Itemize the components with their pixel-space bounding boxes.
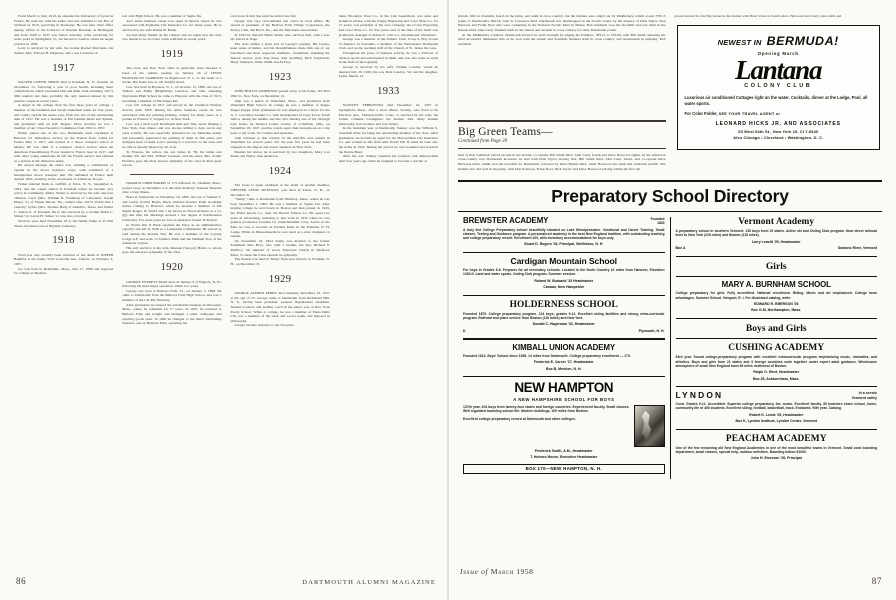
school-header — [676, 391, 878, 400]
sports-paragraph: lead as Bob Gebhardt placed second in the slalom, co-captain Bill Smith third, John Ceely fourth and Dave Harwood eighth. In the afternoon cross-country race Dartmouth increased its lead with Dick Taylor placing first, Bill Smith third, John Ceely fourth, and co-captain Dave Harwood ninth. Smith won the downhill for Dartmouth, followed by Dave Britten third, while Harwood was tenth and Gebhardt twelfth. The Indians also did well in the jump, with Don Peterson, Frank Noel, Dick Taylor and Dave Harwood placing within the first ten. — [458, 152, 666, 171]
obituary-paragraph: After the war, Stanley resumed his position with Metropolitan until four years ago when he resigned to become a teacher at — [338, 154, 438, 163]
page-87 — [448, 0, 896, 600]
obituary-paragraph: The funeral was held in Trinity Episcopal Church, in Franklin, N. H., on December 31. — [230, 257, 330, 266]
school-description: 93rd year. Sound college-preparatory program with excellent extracurricular program emphasizing music, dramatics, and athletics. Boys and girls from 21 states and 3 foreign countries work together under expert adult guidance. Wholesome atmosphere of small New England town 60 miles northwest of Boston. — [675, 355, 877, 368]
lantana-logo-text: Lantana — [735, 54, 822, 85]
school-location: Plymouth, N. H. — [638, 328, 665, 333]
obituary-paragraph: GEORGE ALFRED PERRY died suddenly December 16, 1957 at the age of 55. George came to Dartmouth from Richmond Hill, N. Y., having been president, General Organization chairman, Student Council, and leading coach in his senior year at New York Poetry School. While at college, he was a member of Theta Delta Chi, was a member of the track and soccer teams and majored in philosophy. — [230, 291, 330, 323]
obituary-paragraph: John was a native of Wakefield, Mass., and graduated from Wakefield High School. In college he was a member of Kappa Kappa Kappa. After graduation he was employed as a buyer for the A. C. Lawrence Leather Co. with headquarters in Cape Town, South Africa, during the middle and late 20's. During one of his furlough trips home, he married Louise Garrity of Columbus, Ohio, on September 18, 1927, and the couple spent their honeymoon on a trip back to his work, via Canada and Australia. — [230, 98, 330, 135]
school-description: One of the few remaining old New England Academies in one of the most beautiful towns in Vermont. Small coed boarding department, small classes, special help, outdoor activities. Boarding tuition $1000. — [675, 445, 877, 455]
obituary-paragraph: GEORGE EVERETT PAGE died on January 6 at Walpole, N. H., following his third major operation within two years. — [122, 279, 222, 289]
school-listing-cardigan[interactable] — [463, 257, 665, 290]
school-contact: Stuart D. Rogers '34, Principal, Wolfeboro, N. H. — [524, 242, 604, 247]
school-location: Box 35, Ashburnham, Mass. — [752, 376, 800, 381]
obituary-paragraph: HAROLD COBB HARRIS of 173 Jefferson St., Dedham, Mass., passed away on December 4 at the West Roxbury Veterans Hospital after a long illness. — [122, 181, 222, 195]
school-name: MARY A. BURNHAM SCHOOL — [721, 279, 831, 289]
column-5 — [458, 14, 666, 171]
class-year-heading-1918: 1918 — [52, 235, 75, 247]
founded-label: Founded — [650, 216, 665, 221]
school-description: Founded 1879. College preparatory program. 124 boys, grades 9-12. Excellent skiing facilities and strong extra-curricular program. Railroad and plane service from Boston (118 miles) and New York. — [463, 311, 665, 321]
school-contact: Roland W. Burbank '33 Headmaster — [534, 278, 594, 283]
obituary-paragraph: Walter married Ruth A. Griffith of Utica, N. Y., September 4, 1923, and the couple settled in Potsdam where he became very active in community affairs. Walter is survived by his wife and four children, Carol (Mrs. William R. Freeman) of Cleveland; Joseph Emery '51 of Winter Haven, Fla., named after 1917's World War I casualty; Sylvia (Mrs. Thomas Hart) of Amarillo, Texas; and Walter C. Simon Jr. of Potsdam. He is also survived by a brother Rufus L. Simon '14. Lewis H. Simon '11 was also a brother. — [14, 181, 114, 219]
issue-line — [460, 567, 533, 576]
obituary-paragraph: In 1923 he married Helen Smith, who survives him, with a son, Dr. David A. Page. — [230, 32, 330, 42]
school-contact-secondary: T. Holmes Moore, Executive Headmaster — [530, 455, 598, 460]
obituary-paragraph: To Frances, his widow, his son James R. '58, his father and mother, Mr. and Mrs. Wilbert Garrison, and his sister, Mrs. Arthur Fletcher, goes the most sincere sympathy of the class in their great sorrow. — [122, 149, 222, 168]
agency-address-line-2: Also Chicago • Cleveland • Washington, D. C. — [733, 135, 824, 141]
big-green-teams-title: Big Green Teams— — [458, 125, 553, 138]
obituary-paragraph: John returned to this country in the mid-30's and resided in Wakefield for several years. For the past few years he had been engaged in the import and export business in New York. — [230, 135, 330, 149]
obituary-paragraph: Born in Somerville on December 16, 1895, the son of Samuel T. and Carrie (Cobb) Harris, Buck attended Powder Point Academy before coming to Hanover, where he became a member of Phi Sigma Kappa. In World War I he served in Naval Aviation as a Lt. (jg) and after his discharge secured a law degree at Northeastern University. For some years he was an insurance broker in Boston. — [122, 194, 222, 222]
obituary-paragraph: Joe's entire business career was spent in Detroit where he was associated with Equitable Life Insurance Co. for many years. He is survived by his wife Donna B. Barak. — [122, 18, 222, 32]
obituary-paragraph: The class, and New York '19ers in particular, were shocked to learn of the sudden passing on January 24 of LEWIS FRANCISCUS GARRISON in Englewood, N. J., as the result of a stroke. His home was at 145 Tenafly Road. — [122, 66, 222, 85]
category-heading-boys-and-girls: Boys and Girls — [745, 323, 807, 334]
school-contact-row — [676, 246, 878, 251]
school-location: Box B, Meriden, N. H. — [546, 366, 582, 371]
page-number-left: 86 — [16, 576, 27, 586]
divider — [676, 256, 878, 257]
big-green-teams-block — [458, 120, 666, 171]
sports-paragraph: At the Middlebury Carnival, Dartmouth showed its team strength by edging the Panthers, 583.13 to 576.09, with Bill Smith annexing his third successive Skimeister title as he won both the slalom and downhill, finished sixth in cross country, and seventeenth in jumping. Bob Gebhardt — [458, 32, 666, 46]
obituary-paragraph: After graduation he entered the automobile business in Worcester, Mass., where he remained for 17 years. In 1937, he returned to Bellows Falls and bought and managed a paint, wallpaper and sporting goods store. In 1940 he changed to the men's furnishings business, also in Bellows Falls, operating his — [122, 302, 222, 326]
class-year-heading-1920: 1920 — [160, 262, 184, 273]
school-name: PEACHAM ACADEMY — [725, 433, 827, 444]
divider — [676, 429, 878, 430]
school-name: BREWSTER ACADEMY — [463, 216, 549, 226]
category-heading-girls: Girls — [765, 260, 787, 272]
divider — [676, 318, 878, 319]
school-contact: Donald C. Hagerman '32, Headmaster — [532, 322, 595, 327]
obituary-paragraph: In his freshman year at Dartmouth, Stanley won the William S. Churchill Prize for being the outstanding member of his class. After graduation, he became an agent for the Metropolitan Life Insurance Co. and worked in this field until World War II when he went into the Army in 1943. During his service he was wounded and received the Purple Heart. — [338, 126, 438, 154]
agency-name: LEONARD HICKS JR. AND ASSOCIATES — [715, 121, 841, 128]
school-content-row — [463, 405, 665, 447]
obituary-paragraph: George was born at Bellows Falls, Vt., on January 5, 1898. He came to Dartmouth from the Bellows Falls High School, and was a member of the Chi Phi fraternity. — [122, 288, 222, 302]
obituary-paragraph: Joe had many friends on the campus and we regret that the class was unable to be in closer touch with him in recent years. — [122, 32, 222, 42]
school-description — [463, 405, 630, 422]
issue-prefix: Issue of — [460, 567, 489, 576]
school-description: A truly fine College Preparatory school beautifully situated on Lake Winnipesaukee. Vocational and Career Training. Small classes. Testing and Guidance program. A personalized academy in the best New England tradition, with outstanding teaching and college preparatory record. Enrollment 200, with dormitory accommodations for boys only. — [463, 227, 665, 241]
directory-title: Preparatory School Directory — [551, 185, 789, 206]
school-contact: EDWARD R. EMERSON '26 — [754, 301, 799, 306]
divider — [463, 376, 665, 377]
school-tagline-line-1: In a scenic — [858, 391, 877, 396]
obituary-paragraph: Throughout his years of business activity, he was a follower of outdoor sports and participated in them, and was also quite an artist in the field of photography. — [338, 51, 438, 65]
school-name: CUSHING ACADEMY — [728, 343, 825, 354]
school-location: Box K, Lyndon Institute, Lyndon Center, Vermont — [735, 419, 817, 424]
school-subtitle: A NEW HAMPSHIRE SCHOOL FOR BOYS — [513, 396, 615, 402]
bermuda-opening-label: Opening March — [757, 50, 799, 56]
school-contact: Larry Leavitt '25, Headmaster — [751, 239, 801, 244]
school-name: Cardigan Mountain School — [510, 255, 617, 266]
school-location: Box G-M, Northampton, Mass. — [751, 308, 802, 313]
obituary-paragraph: ident, Brooklyn Trust Co., in the trust department, was sales and technical adviser with the Knapp Engraving and Color Plate Co. for 15 years; was president of his own company, the Crown Engraving and Color Plate Co. for five years; and at the time of his death was production manager of Robert E. Otis Co., international advertisers. — [338, 14, 438, 37]
obituary-paragraph: On November 22, 1954 Sandy was married to the former Ermelinda Mae Hoyt, who with a brother, the Rev. Richard P. McElroy '26, minister of Grace Episcopal Church in Medford, Mass. To them the Class extends its sympathy. — [230, 238, 330, 257]
school-description: A preparatory school in southern Vermont. 135 boys from 15 states. Active ski and Outing Club program. Near direct railroad lines to New York (228 miles) and Boston (115 miles). — [675, 229, 877, 238]
divider — [676, 276, 878, 277]
school-listing-cushing[interactable] — [676, 343, 878, 381]
bermuda-headline — [685, 34, 873, 48]
school-listing-holderness[interactable] — [463, 300, 665, 334]
obituary-paragraph: Joe was born in Roslindale, Mass., July 27, 1896 and prepared for college at Mechan- — [14, 266, 114, 276]
directory-columns — [458, 217, 882, 479]
issue-date: March 1958 — [490, 567, 534, 576]
school-location: Saxtons River, Vermont — [837, 246, 877, 251]
magazine-name-footer: DARTMOUTH ALUMNI MAGAZINE — [302, 579, 436, 586]
column-6 — [675, 14, 883, 171]
school-contact: John H. Emerson '28, Principal — [750, 456, 802, 461]
obituary-paragraph: He served through the entire war, winning a commission as captain in the motor transport corps, with command of a headquarters motor transport unit. He remained in France until August 1919, assisting in the evacuation of American Troops. — [14, 163, 114, 182]
obituary-paragraph: WALTER COFFIN SIMON died at Potsdam, N. Y., hospital on November 15, following a year of poor health, including heart complications which prevented him and Ruth from attending 1917's 40th reunion last June, probably the only reunion missed by this popular couple in recent years. — [14, 80, 114, 103]
obituary-paragraph: In World War II Buck rejoined the Navy in an administrative capacity and left in 1948 as a Lieutenant Commander. He served as well during the Korean War. He was a member of the Loyalty Lodge A.F. and A.M. of Jamaica Plain and the Dedham Post of the American Legion. — [122, 222, 222, 246]
obituary-paragraph: The class suffers a great loss in George's passing. His loyalty, keen sense of humor, and his thoughtfulness made him one of our best-liked and most respected members. Classmates attending the funeral service were Rog Pope, Ken Spalding, Dick Southwick, Harry Sampson, Wade Smith and Al Frey. — [230, 41, 330, 65]
school-box: Box A — [675, 246, 686, 251]
obituary-paragraph: His only survivor is his wife, Marteen (Sawyer) Harris, to whom goes the sincerest sympathy of the class. — [122, 245, 222, 255]
obituary-paragraph: From March to July, 1919, he attended the University of Lyons in France. He read law with his father and was admitted to the Bar of Vermont in 1919, practicing in Rochester. He was later chief office deputy, Office of the Collector of Internal Revenue, in Burlington and from 1928 to 1935 was State's Attorney. After practicing for some years in Springfield, Vt., he moved to Ludlow where he began practice in 1956. — [14, 14, 114, 46]
preparatory-school-directory — [458, 180, 882, 479]
obituary-paragraph: "Sandy" came to Dartmouth from Winthrop, Mass., where he was born September 1, 1902. He was a member of Sigma Chi. After leaving college he sold bonds in Boston and then joined, in 1929, the Eldon Knoth Co., later the Boston Edison Co. He spent two years in advertising, returning to that work in 1933 where he was general production foreman for Johns-Manville Corp. Active in the Elks, he rose to become an Exalted Ruler in the Franklin, N. H. Lodge. While in Massachusetts he was rated as a state champion at squash. — [230, 197, 330, 239]
school-description: For boys in Grades 5-8. Prepares for all secondary schools. Located in the North Country 22 miles from Hanover, Elevation 1300 ft. Land and water sports. Outing Club program. Summer session. — [463, 268, 665, 277]
sports-paragraph: placed second for the Big Green in the slalom with Dave Vorse in fourth place. Harwood and Ceely were sixth and — [674, 14, 842, 18]
right-page-columns — [458, 14, 882, 171]
school-description-part-2: Excellent college preparatory record at Dartmouth and other colleges. — [463, 416, 576, 421]
sports-paragraph: slalom, fifth in downhill, fourth in the jump, and tenth in cross country, but the Indians were edged out by Middlebury, which scored 578.15 points to Dartmouth's 566.16, with St. Lawrence third. Dartmouth was handicapped in the Nordic events by the absence of Dick Taylor, Don Peterson and Frank Noel who were competing in the National Nordic Meet in Maine. Bob Gebhardt won the downhill and was third in the slalom while John Ceely finished sixth in the slalom and seventh in cross country for other Dartmouth points. — [458, 14, 666, 32]
divider — [458, 120, 666, 121]
obituary-paragraph: George became assistant to the vice-pres- — [234, 323, 295, 328]
class-year-heading-1919: 1919 — [160, 48, 184, 60]
section-divider — [130, 174, 213, 175]
bermuda-word: BERMUDA! — [766, 33, 839, 48]
school-listing-lyndon[interactable] — [676, 391, 878, 424]
school-header — [463, 217, 665, 226]
divider — [463, 295, 665, 296]
travel-agent-label: SEE YOUR TRAVEL AGENT or — [718, 112, 781, 117]
obituary-paragraph: George was very civic-minded and active in local affairs. He served as president of the Bellows Falls Village Corporation, the Rotary Club, Ski Bowl, Inc., and the Merchants Association. — [230, 18, 330, 32]
school-listing-new-hampton[interactable] — [463, 381, 665, 474]
obituary-paragraph: A singer in the college choir his first three years in college, a member of the freshman and varsity basketball teams for four years, and varsity captain his senior year, Walt was one of the outstanding men of 1917. He was a member of Phi Gamma Delta and Sphinx, and graduated with an A.B. Degree. More recently, he was a member of our Class Executive Committee from 1952 to 1957. — [14, 103, 114, 131]
agency-address-line-1: 65 West 54th St., New York 19, CI 7-6940 — [738, 128, 819, 134]
column-4 — [339, 14, 438, 328]
obituary-paragraph: own store in that line until he retired last fall. — [230, 14, 297, 18]
class-year-heading-1929: 1929 — [268, 273, 292, 285]
school-name: NEW HAMPTON — [514, 380, 614, 396]
divider — [458, 148, 666, 149]
school-contact-row — [463, 329, 665, 334]
school-contact: Ralph O. West, Headmaster — [753, 370, 800, 374]
obituary-paragraph: Services were held November 18 at the family home at 55 Elm Street and burial was at Bayside Cemetery. — [14, 218, 114, 228]
school-box-address: BOX 170—NEW HAMPTON, N. H. — [463, 464, 665, 474]
obituary-paragraph: Lew was a most loyal Dartmouth man and '19er, never missing a New York class dinner, and was always willing to help out in any class activity. He was especially interested in our Madeline needs, and personally supervised the printing of them in fine plant, and designed most of them. Lew's passing is a sad blow to the class and he will be greatly missed by all of us. — [122, 121, 222, 149]
school-name: Vermont Academy — [738, 217, 815, 228]
obituary-paragraph: Word has only recently been received of the death of JOSEPH BARNA at his home, 5510 Courville Ave., Detroit, on February 4, 1957. — [14, 252, 114, 266]
colony-club-label: COLONY CLUB — [744, 83, 813, 90]
obituary-paragraph: ical Arts High School. He was a member of Sigma Nu. — [122, 14, 203, 18]
school-description-part-1: 137th year, 204 boys from twenty-four states and foreign countries. Experienced faculty. Small classes. Well regulated boarding school life. Modern buildings, 100 miles from Boston. — [463, 404, 630, 414]
obituary-paragraph: Lew was born in Boonton, N. J., on October 15, 1896, the son of Wilbert and Emily (Brightman) Garrison, and after attending Stuyvesant High School he came to Hanover with the class of 1915, becoming a member of Phi Kappa Psi. — [122, 84, 222, 103]
divider — [463, 252, 665, 253]
school-name: LYNDON — [675, 390, 724, 401]
bermuda-body-copy: Luxurious air conditioned Cottages right on the water. Cocktails, dinner at the Lodge, Pool, all water sports. — [684, 95, 868, 106]
school-listing-burnham[interactable] — [676, 281, 878, 313]
obituary-paragraph: JOHN HOLLIS ANDERSON passed away at his home, 110 East 18th St., New York, on December 12. — [230, 89, 330, 98]
continued-from-label: Continued from Page 39 — [458, 138, 508, 144]
school-location: Canaan, New Hampshire — [543, 285, 585, 290]
bermuda-folder-line — [685, 111, 873, 116]
obituary-paragraph: Besides his widow he is survived by two daughters, Mary Lou Bolen and Nancy Jane Anderson. — [230, 149, 330, 159]
obituary-paragraph: George is survived by his wife, Pauline Loudon, whom he married July 29, 1929; his son, Dale London, '54; and his daughter, Lynne Marsh, 12. — [338, 64, 438, 79]
column-2 — [122, 14, 221, 328]
left-page-columns — [14, 14, 438, 328]
school-contact: Frederick E. Carver '27, Headmaster — [533, 360, 594, 365]
divider — [458, 211, 882, 212]
school-name: KIMBALL UNION ACADEMY — [512, 342, 616, 352]
bermuda-advertisement[interactable] — [677, 25, 881, 151]
school-name: HOLDERNESS SCHOOL — [509, 299, 618, 310]
divider — [463, 338, 665, 339]
school-founded — [651, 218, 665, 226]
obituary-paragraph: STANLEY ZEBROWSKI died December 16, 1957 in Springfield, Mass., after a short illness. Stanley, who lived at 92 Fairview Ave., Thompsonville, Conn., is survived by his wife, the former Climene Casinghino; his mother, Mrs. Mary Kandel Zebrowski; four brothers and four sisters. — [338, 103, 438, 126]
obituary-paragraph: Larry is survived by his wife, the former Rachel Marchaux, his mother, Mrs. Edward H. Edgerton, and a son Lawrence Jr. — [14, 46, 114, 55]
obituary-paragraph: The Class is again saddened at the death of another member, CHESTER LEWIS MCELROY, who died in Tilton, N. H., on December 31. — [230, 183, 330, 197]
school-description: College preparatory for girls. Fully accredited. National enrollment. Riding. Music and art emphasized. College town advantages. Summer School, Newport, R. I. For illustrated catalog, write: — [675, 291, 877, 300]
directory-column-right — [671, 217, 883, 479]
school-description: Founded 1813. Boys' School since 1956. 14 miles from Dartmouth. College preparatory enrollment — 170. — [463, 354, 631, 359]
school-photo — [634, 405, 665, 447]
founded-year: 1820 — [657, 220, 665, 225]
class-year-heading-1933: 1933 — [377, 85, 400, 97]
column-3 — [231, 14, 330, 328]
directory-column-left — [458, 217, 671, 479]
school-listing-kimball-union[interactable] — [463, 344, 665, 372]
school-tagline-line-2: Vermont valley — [851, 395, 877, 400]
class-year-heading-1923: 1923 — [268, 71, 292, 83]
class-year-heading-1924: 1924 — [268, 165, 292, 177]
school-listing-brewster[interactable] — [463, 217, 665, 247]
divider — [676, 386, 878, 387]
school-listing-peacham[interactable] — [676, 434, 878, 461]
school-listing-vermont-academy[interactable] — [676, 217, 878, 251]
page-number-right: 87 — [871, 576, 882, 586]
school-contact: Robert K. Lewis '25, Headmaster — [749, 412, 804, 417]
column-1 — [14, 14, 113, 328]
school-contact: Frederick Smith, A.M., Headmaster — [534, 448, 593, 453]
color-folder-label: For Color Folder, — [684, 111, 718, 117]
school-box: D — [463, 328, 466, 333]
class-year-heading-1917: 1917 — [52, 62, 75, 74]
school-description: Coed. Grades 9-12. Accredited. Superior college preparatory. Art, music. Excellent faculty. 80 boarders share school, home, community life of 450 students. Excellent skiing, football, basketball, track. Endowed. 90th year. Catalog. — [675, 402, 877, 411]
obituary-paragraph: George was a member of the Fathers' Club, Troop 9, Boy Scouts of America in Scarsdale, a member of the Westchester Dartmouth Club, and on the teaching staff of the Church of St. James the Less. — [338, 37, 438, 51]
obituary-paragraph: Lew left college in 1917 and served in the Chemical Warfare Service until 1918. During his entire business career he was associated with the printing industry, latterly for many years as a partner in Frances V. Toppan Co. in New York. — [122, 103, 222, 122]
bermuda-newest-label: NEWEST IN — [717, 37, 762, 47]
obituary-paragraph: Walter joined one of the two Dartmouth units organized at Hanover for ambulance service on the French front, sailed for France May 5, 1917, and trained at a motor transport school at Meaux. He was chief of a transport service section when the American Expeditionary Force landed in France later in 1917, and with other young Americans he left the French service and enlisted as a private in the American Army. — [14, 131, 114, 163]
school-tagline — [852, 391, 877, 400]
divider — [676, 338, 878, 339]
